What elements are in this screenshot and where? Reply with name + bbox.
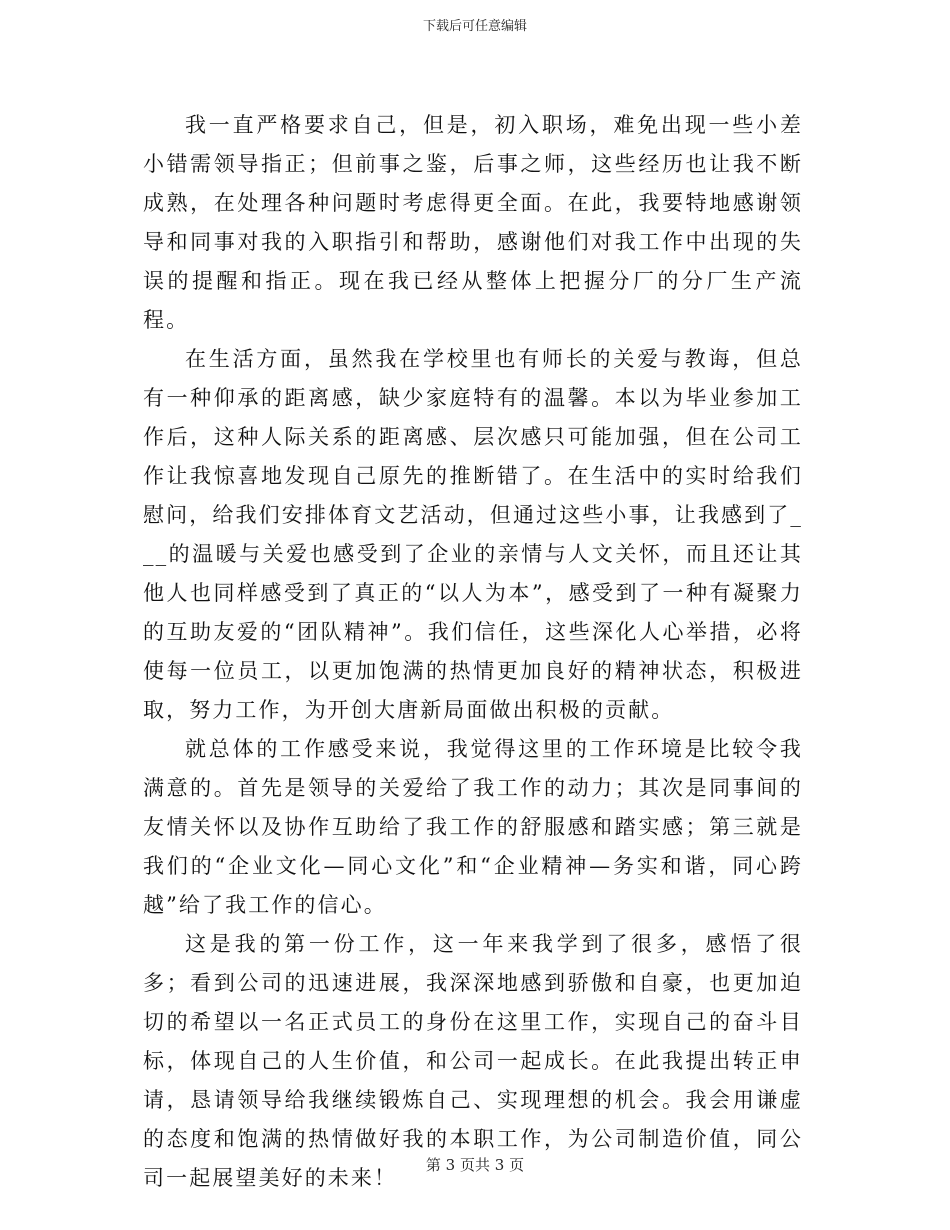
paragraph-self-discipline: 我一直严格要求自己，但是，初入职场，难免出现一些小差小错需领导指正；但前事之鉴，后事之师，这些经历也让我不断成熟，在处理各种问题时考虑得更全面。在此，我要特地感谢领导和同事对我的入职指引和帮助，感谢他们对我工作中出现的失误的提醒和指正。现在我已经从整体上把握分厂的分厂生产流程。 [143, 113, 803, 332]
page-footer: 第 3 页共 3 页 [425, 1156, 525, 1174]
paragraph-work-feeling: 就总体的工作感受来说，我觉得这里的工作环境是比较令我满意的。首先是领导的关爱给了我工作的动力；其次是同事间的友情关怀以及协作互助给了我工作的舒服感和踏实感；第三就是我们的“企业文化—同心文化”和“企业精神—务实和谐，同心跨越”给了我工作的信心。 [143, 737, 803, 917]
document-body [143, 106, 803, 1198]
page-header: 下载后可任意编辑 [422, 19, 527, 34]
paragraph-life: 在生活方面，虽然我在学校里也有师长的关爱与教诲，但总有一种仰承的距离感，缺少家庭特有的温馨。本以为毕业参加工作后，这种人际关系的距离感、层次感只可能加强，但在公司工作让我惊喜地发现自己原先的推断错了。在生活中的实时给我们慰问，给我们安排体育文艺活动，但通过这些小事，让我感到了___的温暖与关爱也感受到了企业的亲情与人文关怀，而且还让其他人也同样感受到了真正的“以人为本”，感受到了一种有凝聚力的互助友爱的“团队精神”。我们信任，这些深化人心举措，必将使每一位员工，以更加饱满的热情更加良好的精神状态，积极进取，努力工作，为开创大唐新局面做出积极的贡献。 [143, 347, 803, 722]
paragraph-conclusion: 这是我的第一份工作，这一年来我学到了很多，感悟了很多；看到公司的迅速进展，我深深地感到骄傲和自豪，也更加迫切的希望以一名正式员工的身份在这里工作，实现自己的奋斗目标，体现自己的人生价值，和公司一起成长。在此我提出转正申请，恳请领导给我继续锻炼自己、实现理想的机会。我会用谦虚的态度和饱满的热情做好我的本职工作，为公司制造价值，同公司一起展望美好的未来！ [143, 932, 803, 1190]
